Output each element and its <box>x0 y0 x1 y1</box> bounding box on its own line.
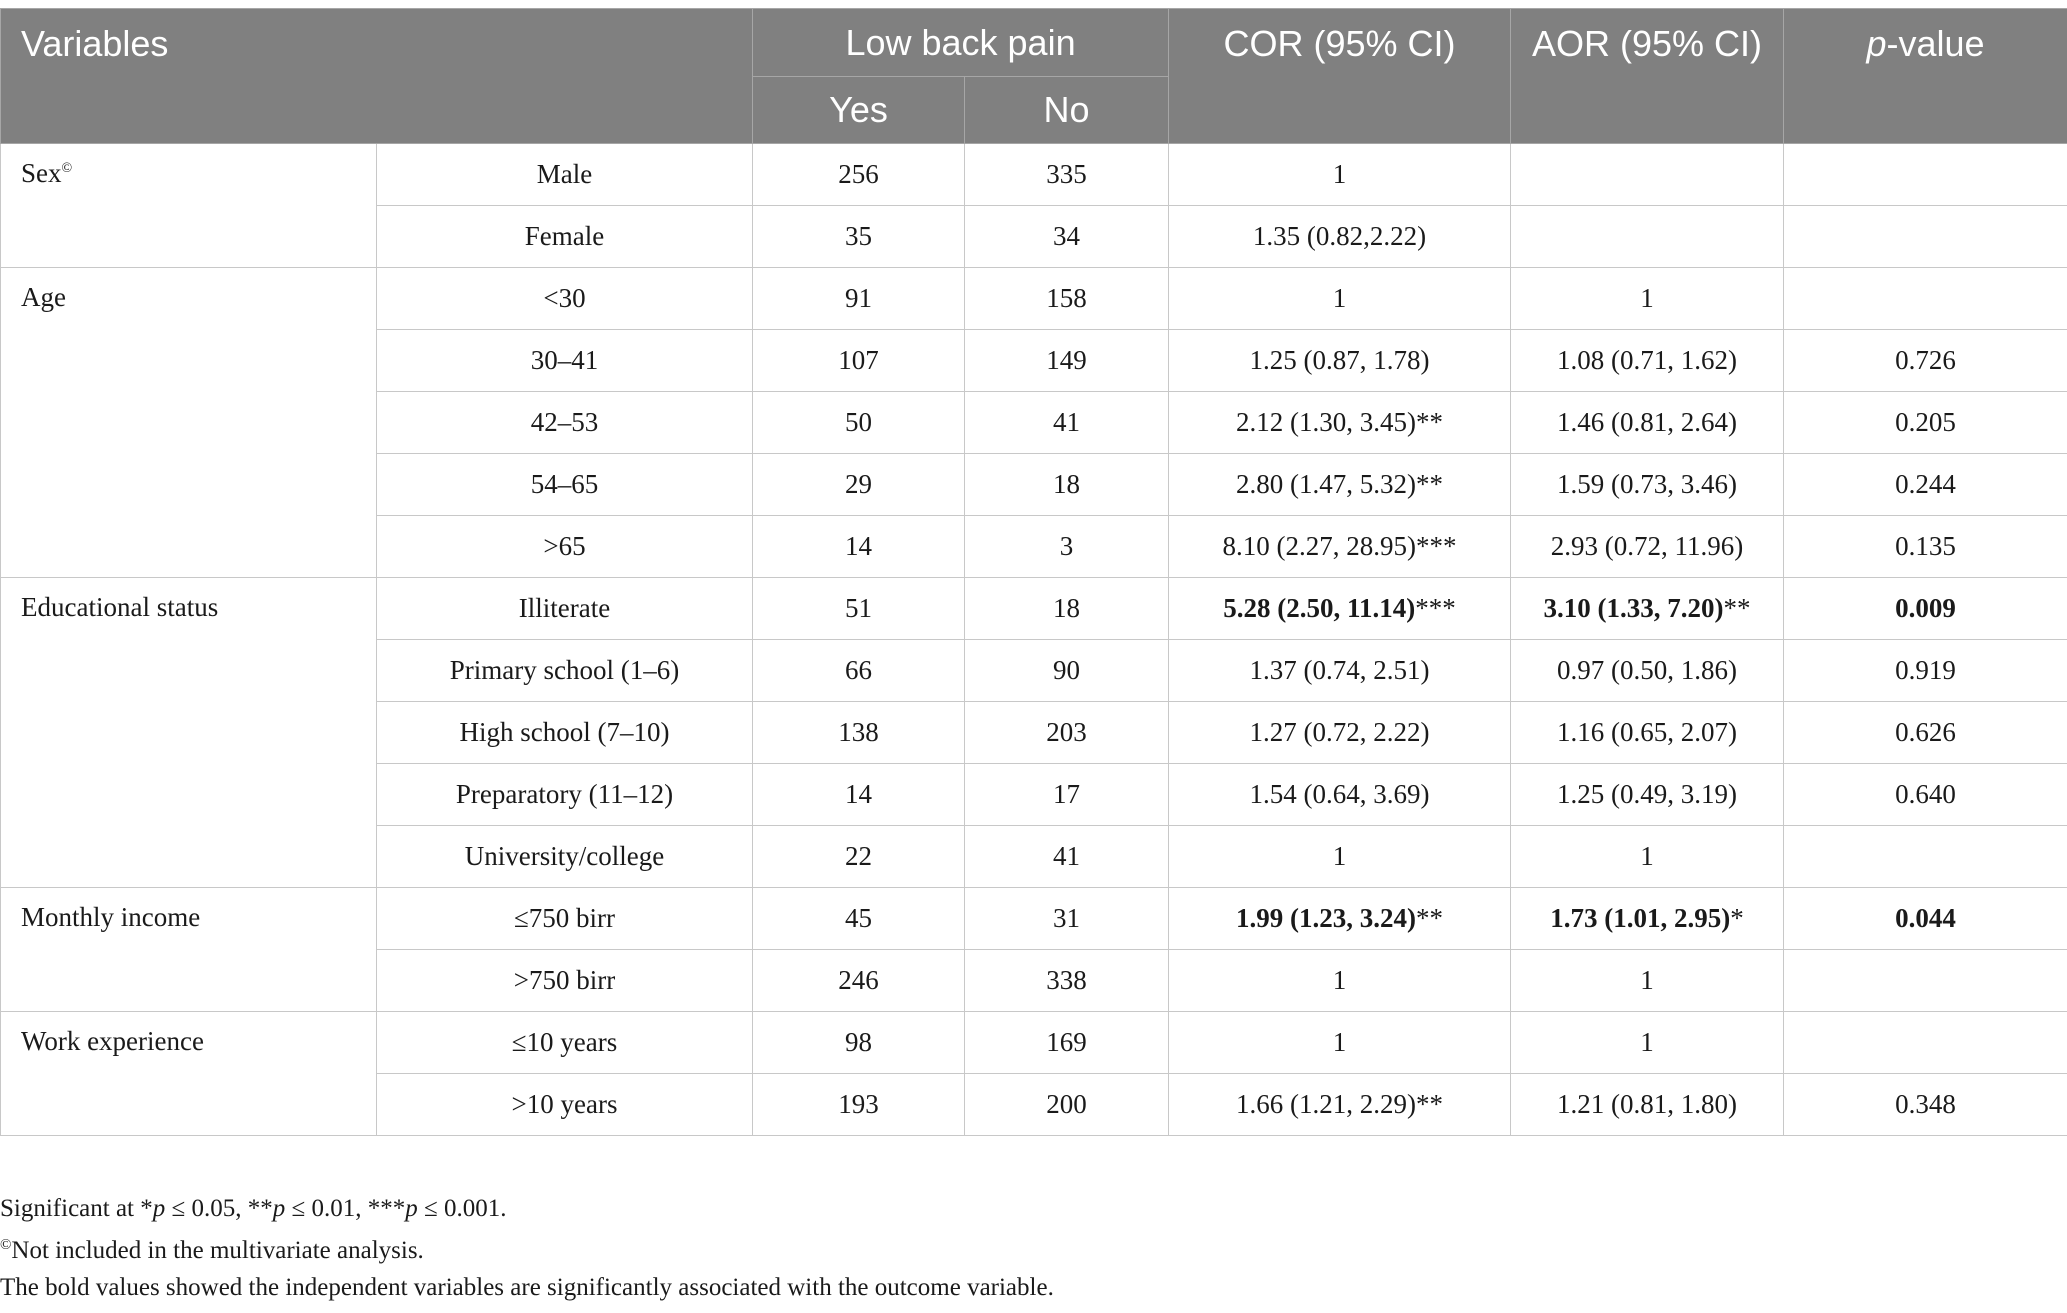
table-footnotes <box>0 1190 1054 1306</box>
cell-level: ≤750 birr <box>377 888 753 950</box>
cell-no: 31 <box>965 888 1169 950</box>
cell-no: 158 <box>965 268 1169 330</box>
cell-aor-value: 1.16 (0.65, 2.07) <box>1557 717 1737 747</box>
cell-p-value: 0.244 <box>1895 469 1956 499</box>
cell-no: 169 <box>965 1012 1169 1074</box>
cell-level: <30 <box>377 268 753 330</box>
variable-group-label <box>1 888 377 1012</box>
cell-no: 41 <box>965 392 1169 454</box>
cell-aor-value: 1.21 (0.81, 1.80) <box>1557 1089 1737 1119</box>
cell-p-value: 0.044 <box>1895 903 1956 933</box>
cell-no: 200 <box>965 1074 1169 1136</box>
cell-level: ˃10 years <box>377 1074 753 1136</box>
cell-aor-stars: * <box>1730 903 1744 933</box>
cell-no: 3 <box>965 516 1169 578</box>
cell-cor-stars: ** <box>1416 469 1443 499</box>
cell-cor-value: 5.28 (2.50, 11.14) <box>1223 593 1416 623</box>
cell-cor-value: 1.54 (0.64, 3.69) <box>1249 779 1430 809</box>
cell-cor-value: 2.12 (1.30, 3.45) <box>1236 407 1416 437</box>
variable-group-label <box>1 268 377 578</box>
cell-level: >65 <box>377 516 753 578</box>
header-aor: AOR (95% CI) <box>1511 9 1784 144</box>
cell-level: Illiterate <box>377 578 753 640</box>
cell-yes: 22 <box>753 826 965 888</box>
variable-name: Age <box>21 282 66 312</box>
cell-no: 149 <box>965 330 1169 392</box>
cell-yes: 246 <box>753 950 965 1012</box>
variable-name: Work experience <box>21 1026 204 1056</box>
cell-aor-value: 1.73 (1.01, 2.95) <box>1550 903 1731 933</box>
cell-level: High school (7–10) <box>377 702 753 764</box>
table-body <box>1 144 2067 1136</box>
cell-cor-value: 2.80 (1.47, 5.32) <box>1236 469 1416 499</box>
cell-cor-value: 8.10 (2.27, 28.95) <box>1222 531 1416 561</box>
cell-yes: 45 <box>753 888 965 950</box>
variable-group-label <box>1 1012 377 1136</box>
cell-level: Preparatory (11–12) <box>377 764 753 826</box>
cell-yes: 29 <box>753 454 965 516</box>
cell-yes: 256 <box>753 144 965 206</box>
cell-no: 34 <box>965 206 1169 268</box>
variable-name: Monthly income <box>21 902 201 932</box>
cell-yes: 50 <box>753 392 965 454</box>
cell-no: 203 <box>965 702 1169 764</box>
header-variables: Variables <box>1 9 753 144</box>
cell-cor-value: 1.66 (1.21, 2.29) <box>1236 1089 1416 1119</box>
cell-cor-value: 1 <box>1332 841 1347 871</box>
cell-aor-value: 2.93 (0.72, 11.96) <box>1550 531 1744 561</box>
header-p-rest: -value <box>1886 23 1985 64</box>
cell-p-value: 0.626 <box>1895 717 1956 747</box>
cell-cor-value: 1 <box>1332 283 1347 313</box>
footnote-sig-mid2: ≤ 0.01, *** <box>285 1195 406 1222</box>
cell-no: 17 <box>965 764 1169 826</box>
footnote-p3: p <box>405 1195 418 1222</box>
footnote-p2: p <box>272 1195 286 1222</box>
cell-no: 338 <box>965 950 1169 1012</box>
footnote-mark: © <box>0 1237 12 1253</box>
footnote-bold-values: The bold values showed the independent variables are significantly associated with the outcome variable. <box>0 1274 1054 1301</box>
cell-p-value: 0.009 <box>1895 593 1956 623</box>
cell-aor-value: 0.97 (0.50, 1.86) <box>1557 655 1737 685</box>
cell-level: ≤10 years <box>377 1012 753 1074</box>
cell-cor-value: 1.37 (0.74, 2.51) <box>1249 655 1430 685</box>
footnote-sig-mid1: ≤ 0.05, ** <box>165 1195 273 1222</box>
header-low-back-pain: Low back pain <box>753 9 1169 77</box>
cell-cor-stars: ** <box>1416 903 1443 933</box>
cell-cor-stars: *** <box>1415 593 1456 623</box>
cell-aor-value: 1.59 (0.73, 3.46) <box>1557 469 1737 499</box>
variable-name: Sex <box>21 158 62 188</box>
footnote-p1: p <box>152 1195 166 1222</box>
cell-aor-stars: ** <box>1723 593 1751 623</box>
cell-cor-value: 1 <box>1332 1027 1347 1057</box>
header-p-italic: p <box>1866 23 1887 64</box>
cell-yes: 14 <box>753 516 965 578</box>
cell-no: 335 <box>965 144 1169 206</box>
cell-no: 41 <box>965 826 1169 888</box>
footnote-sig-prefix: Significant at * <box>0 1195 153 1222</box>
variable-name: Educational status <box>21 592 219 622</box>
cell-level: 54–65 <box>377 454 753 516</box>
cell-aor-value: 1.08 (0.71, 1.62) <box>1557 345 1737 375</box>
cell-yes: 51 <box>753 578 965 640</box>
footnote-not-included <box>0 1227 1054 1269</box>
cell-cor-value: 1 <box>1332 965 1347 995</box>
cell-p-value: 0.348 <box>1895 1089 1956 1119</box>
results-table <box>0 8 2067 1136</box>
cell-yes: 14 <box>753 764 965 826</box>
cell-level: 30–41 <box>377 330 753 392</box>
cell-cor-value: 1.35 (0.82,2.22) <box>1252 221 1427 251</box>
header-no: No <box>965 77 1169 144</box>
footnote-sig-end: ≤ 0.001. <box>417 1195 507 1222</box>
table-row <box>1 578 2067 640</box>
cell-no: 18 <box>965 578 1169 640</box>
cell-aor-value: 1 <box>1640 841 1654 871</box>
cell-level: >750 birr <box>377 950 753 1012</box>
footnote-significance <box>0 1190 1054 1227</box>
table-row <box>1 888 2067 950</box>
cell-level: 42–53 <box>377 392 753 454</box>
cell-aor-value: 1.46 (0.81, 2.64) <box>1557 407 1737 437</box>
cell-yes: 66 <box>753 640 965 702</box>
cell-cor-value: 1.99 (1.23, 3.24) <box>1236 903 1416 933</box>
cell-aor-value: 1.25 (0.49, 3.19) <box>1557 779 1737 809</box>
cell-yes: 138 <box>753 702 965 764</box>
cell-yes: 98 <box>753 1012 965 1074</box>
table-row <box>1 1012 2067 1074</box>
cell-yes: 107 <box>753 330 965 392</box>
cell-level: Female <box>377 206 753 268</box>
cell-level: Male <box>377 144 753 206</box>
cell-cor-stars: ** <box>1416 407 1443 437</box>
cell-yes: 35 <box>753 206 965 268</box>
cell-p-value: 0.919 <box>1895 655 1956 685</box>
cell-cor-stars: *** <box>1416 531 1457 561</box>
variable-group-label <box>1 578 377 888</box>
header-cor: COR (95% CI) <box>1169 9 1511 144</box>
variable-footnote-mark: © <box>61 161 73 176</box>
table-row <box>1 268 2067 330</box>
cell-p-value: 0.205 <box>1895 407 1956 437</box>
footnote-not-included-text: Not included in the multivariate analysis. <box>11 1237 424 1264</box>
cell-level: Primary school (1–6) <box>377 640 753 702</box>
cell-yes: 193 <box>753 1074 965 1136</box>
table-row <box>1 144 2067 206</box>
header-yes: Yes <box>753 77 965 144</box>
cell-p-value: 0.135 <box>1895 531 1956 561</box>
header-p-value <box>1784 9 2067 144</box>
cell-cor-value: 1 <box>1332 159 1347 189</box>
cell-p-value: 0.640 <box>1895 779 1956 809</box>
cell-no: 18 <box>965 454 1169 516</box>
cell-p-value: 0.726 <box>1895 345 1956 375</box>
cell-no: 90 <box>965 640 1169 702</box>
cell-aor-value: 1 <box>1640 283 1654 313</box>
cell-aor-value: 3.10 (1.33, 7.20) <box>1543 593 1724 623</box>
cell-aor-value: 1 <box>1640 965 1654 995</box>
cell-cor-value: 1.25 (0.87, 1.78) <box>1249 345 1430 375</box>
cell-cor-stars: ** <box>1416 1089 1443 1119</box>
cell-cor-value: 1.27 (0.72, 2.22) <box>1249 717 1430 747</box>
cell-level: University/college <box>377 826 753 888</box>
cell-aor-value: 1 <box>1640 1027 1654 1057</box>
variable-group-label <box>1 144 377 268</box>
cell-yes: 91 <box>753 268 965 330</box>
